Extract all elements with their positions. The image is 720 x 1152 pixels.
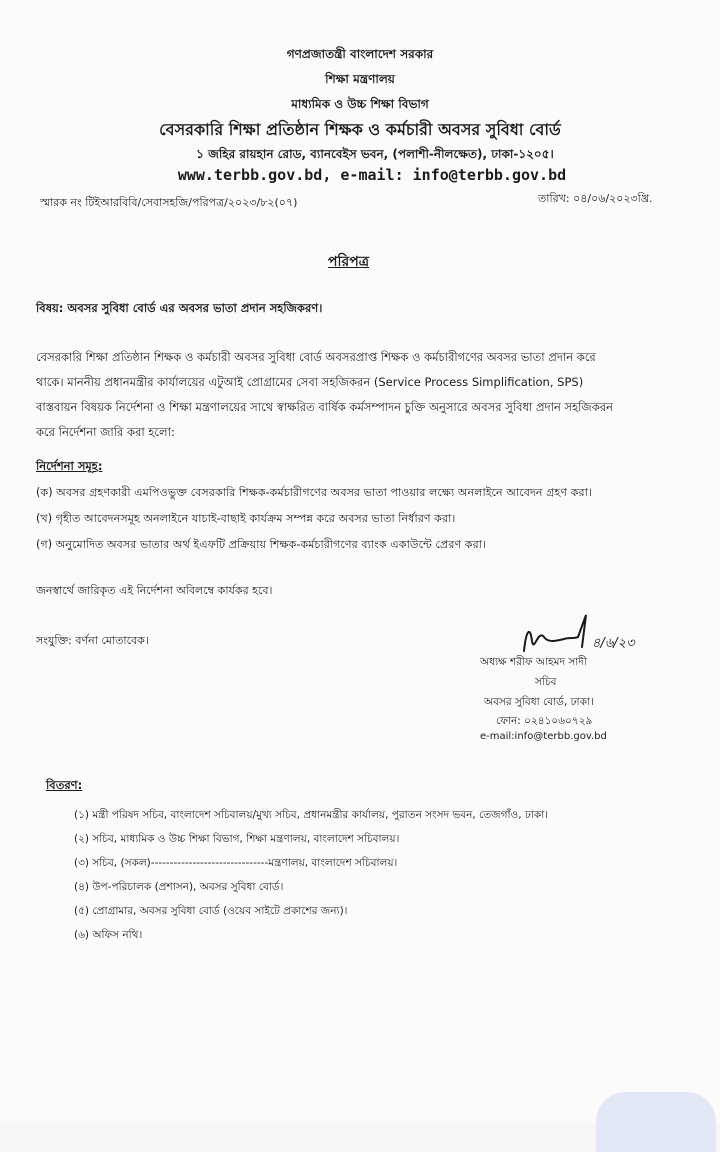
signatory-designation: সচিব	[535, 676, 557, 688]
distribution-item: (১) মন্ত্রী পরিষদ সচিব, বাংলাদেশ সচিবালয়/মুখ্য সচিব, প্রধানমন্ত্রীর কার্যালয়, পুরাতন সংসদ ভবন, তেজগাঁও, ঢাকা।	[74, 809, 549, 821]
directive-item: (গ) অনুমোদিত অবসর ভাতার অর্থ ইএফটি প্রক্রিয়ায় শিক্ষক-কর্মচারীগণের ব্যাংক একাউন্টে প্রেরণ করা।	[36, 538, 487, 551]
circular-title: পরিপত্র	[328, 254, 369, 270]
distribution-item: (২) সচিব, মাধ্যমিক ও উচ্চ শিক্ষা বিভাগ, শিক্ষা মন্ত্রণালয়, বাংলাদেশ সচিবালয়।	[74, 833, 400, 845]
header-government: গণপ্রজাতন্ত্রী বাংলাদেশ সরকার	[286, 47, 434, 61]
signatory-phone: ফোন: ০২৪১০৬০৭২৯	[496, 715, 593, 727]
body-paragraph	[36, 345, 676, 445]
header-board-name: বেসরকারি শিক্ষা প্রতিষ্ঠান শিক্ষক ও কর্মচারী অবসর সুবিধা বোর্ড	[159, 120, 561, 139]
paragraph-line: বাস্তবায়ন বিষয়ক নির্দেশনা ও শিক্ষা মন্ত্রণালয়ের সাথে স্বাক্ষরিত বার্ষিক কর্মসম্পাদন চুক্তি অনুসারে অবসর সুবিধা প্রদান সহজিকরন	[36, 400, 613, 414]
paragraph-line: করে নির্দেশনা জারি করা হলো:	[36, 425, 175, 439]
distribution-item: (৪) উপ-পরিচালক (প্রশাসন), অবসর সুবিধা বোর্ড।	[74, 881, 284, 893]
signature-date: ৪/৬/২৩	[592, 636, 635, 651]
signatory-name: অধ্যক্ষ শরীফ আহমদ সাদী	[480, 656, 587, 668]
closing-statement: জনস্বার্থে জারিকৃত এই নির্দেশনা অবিলম্বে কার্যকর হবে।	[36, 584, 273, 597]
memo-number: স্মারক নং টিইআরবিবি/সেবাসহজি/পরিপত্র/২০২৩/৮২(০৭)	[40, 196, 298, 209]
signatory-email: e-mail:info@terbb.gov.bd	[480, 731, 607, 742]
paragraph-line: থাকে। মাননীয় প্রধানমন্ত্রীর কার্যালয়ের এটুআই প্রোগ্রামের সেবা সহজিকরন (Service Process Simplification, SPS)	[36, 375, 584, 389]
subject-line: বিষয়: অবসর সুবিধা বোর্ড এর অবসর ভাতা প্রদান সহজিকরণ।	[36, 301, 323, 315]
memo-date: তারিখ: ০৪/০৬/২০২৩খ্রি.	[538, 192, 653, 205]
directives-heading: নির্দেশনা সমূহ:	[36, 459, 103, 473]
attachment-note: সংযুক্তি: বর্ণনা মোতাবেক।	[36, 634, 149, 647]
signatory-office: অবসর সুবিধা বোর্ড, ঢাকা।	[484, 696, 594, 708]
distribution-item: (৩) সচিব, (সকল)-------------------------------মন্ত্রণালয়, বাংলাদেশ সচিবালয়।	[74, 857, 398, 869]
header-ministry: শিক্ষা মন্ত্রণালয়	[325, 72, 395, 86]
directive-item: (খ) গৃহীত আবেদনসমূহ অনলাইনে যাচাই-বাছাই কার্যক্রম সম্পন্ন করে অবসর ভাতা নির্ধারণ করা।	[36, 512, 456, 525]
directive-item: (ক) অবসর গ্রহণকারী এমপিওভুক্ত বেসরকারি শিক্ষক-কর্মচারীগণের অবসর ভাতা পাওয়ার লক্ষ্যে অনলাইনে আবেদন গ্রহণ করা।	[36, 486, 592, 499]
screen-edge-blob	[596, 1092, 716, 1152]
header-web-email: www.terbb.gov.bd, e-mail: info@terbb.gov.bd	[177, 166, 567, 184]
paragraph-line: বেসরকারি শিক্ষা প্রতিষ্ঠান শিক্ষক ও কর্মচারী অবসর সুবিধা বোর্ড অবসরপ্রাপ্ত শিক্ষক ও কর্মচারীগণের অবসর ভাতা প্রদান করে	[36, 350, 596, 364]
header-address: ১ জহির রায়হান রোড, ব্যানবেইস ভবন, (পলাশী-নীলক্ষেত), ঢাকা-১২০৫।	[196, 147, 554, 161]
distribution-item: (৫) প্রোগ্রামার, অবসর সুবিধা বোর্ড (ওয়েব সাইটে প্রকাশের জন্য)।	[74, 905, 348, 917]
distribution-heading: বিতরণ:	[46, 778, 83, 792]
handwritten-signature	[516, 611, 646, 661]
distribution-item: (৬) অফিস নথি।	[74, 929, 143, 941]
header-division: মাধ্যমিক ও উচ্চ শিক্ষা বিভাগ	[291, 97, 429, 111]
